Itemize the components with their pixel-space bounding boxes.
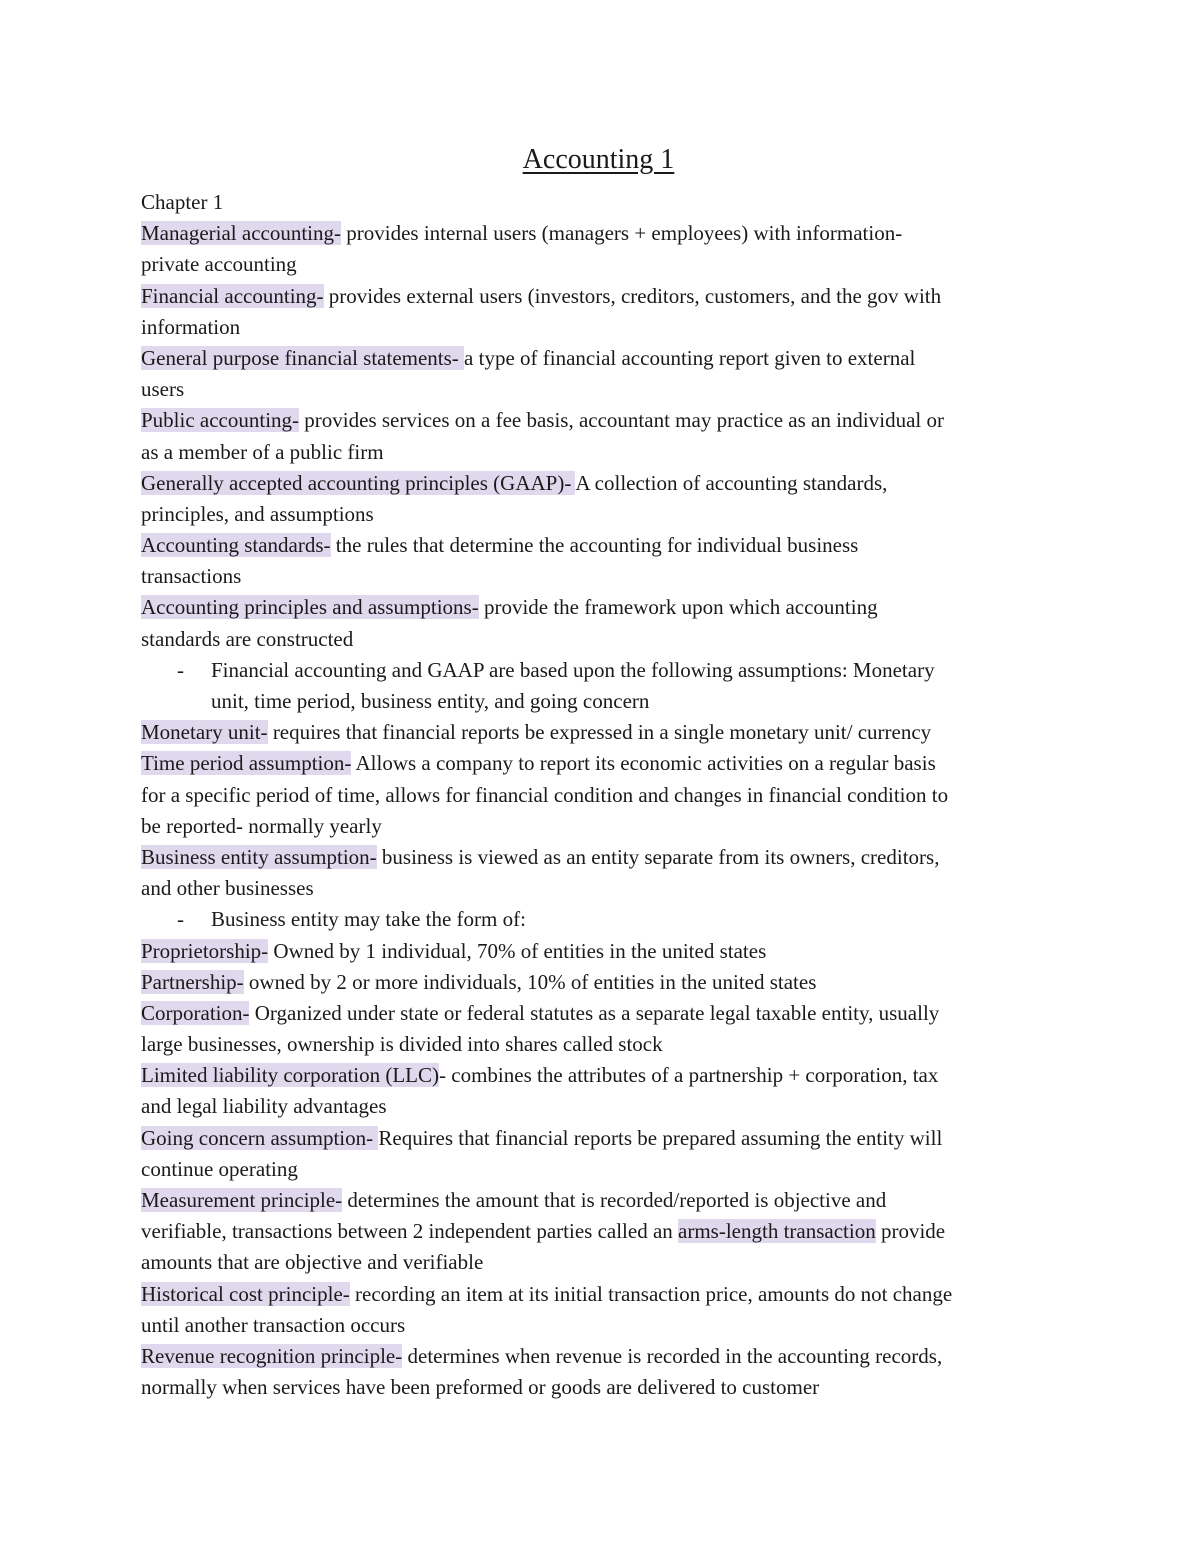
note-line [141,499,1056,530]
note-line [141,561,1056,592]
note-line [141,592,1056,623]
note-line [141,1216,1056,1247]
note-line [141,873,1056,904]
highlighted-term: Going concern assumption- [141,1125,379,1150]
definition-text: provides internal users (managers + employees) with information- [341,221,903,246]
note-line [141,1154,1056,1185]
definition-text: transactions [141,564,242,589]
definition-text: provides external users (investors, creditors, customers, and the gov with [323,283,942,308]
definition-text: amounts that are objective and verifiable [141,1250,484,1275]
definition-text: verifiable, transactions between 2 independent parties called an [141,1219,679,1244]
definition-text: a type of financial accounting report given to external [464,345,916,370]
definition-text: - combines the attributes of a partnership + corporation, tax [439,1063,939,1088]
definition-text: determines when revenue is recorded in the accounting records, [402,1343,943,1368]
document-page [141,140,1056,1403]
highlighted-term: Financial accounting- [141,283,324,308]
note-line [141,530,1056,561]
note-line [141,842,1056,873]
definition-text: Allows a company to report its economic activities on a regular basis [351,751,936,776]
definition-text: provide the framework upon which accounting [478,595,878,620]
note-line [141,249,1056,280]
highlighted-term: Time period assumption- [141,751,352,776]
note-line [141,624,1056,655]
definition-text: and legal liability advantages [141,1094,387,1119]
definition-text: standards are constructed [141,626,354,651]
definition-text: principles, and assumptions [141,501,374,526]
note-line [141,1341,1056,1372]
note-line [141,218,1056,249]
bullet-text: Financial accounting and GAAP are based upon the following assumptions: Monetary [211,657,935,682]
note-line [141,936,1056,967]
note-line [141,967,1056,998]
note-line [141,1029,1056,1060]
definition-text: users [141,377,185,402]
definition-text: and other businesses [141,876,314,901]
definition-text: information [141,314,241,339]
note-line [141,1372,1056,1403]
highlighted-term: Managerial accounting- [141,221,341,246]
definition-text: Organized under state or federal statutes as a separate legal taxable entity, usually [249,1000,940,1025]
note-line [141,281,1056,312]
note-line [141,1310,1056,1341]
note-line [141,998,1056,1029]
definition-text: business is viewed as an entity separate from its owners, creditors, [376,844,940,869]
highlighted-term: Accounting standards- [141,533,331,558]
highlighted-term: Accounting principles and assumptions- [141,595,479,620]
note-line [141,811,1056,842]
definition-text: Requires that financial reports be prepared assuming the entity will [378,1125,943,1150]
definition-text: owned by 2 or more individuals, 10% of entities in the united states [243,969,817,994]
highlighted-term: Historical cost principle- [141,1281,350,1306]
bullet-text: unit, time period, business entity, and going concern [211,689,650,713]
definition-text: A collection of accounting standards, [575,470,888,495]
note-line [141,374,1056,405]
document-title: Accounting 1 [522,144,675,175]
note-line [141,717,1056,748]
definition-text: be reported- normally yearly [141,813,382,838]
definition-text: continue operating [141,1156,298,1181]
note-line [141,1279,1056,1310]
note-line [141,780,1056,811]
note-line [141,312,1056,343]
definition-text: recording an item at its initial transaction price, amounts do not change [349,1281,953,1306]
highlighted-term: Revenue recognition principle- [141,1343,403,1368]
bullet-indent [141,686,211,717]
note-line [141,1123,1056,1154]
definition-text: until another transaction occurs [141,1312,406,1337]
highlighted-term: Proprietorship- [141,938,269,963]
definition-text: large businesses, ownership is divided into shares called stock [141,1032,663,1057]
highlighted-term: Partnership- [141,969,244,994]
definition-text: provide [875,1219,946,1244]
note-line [141,437,1056,468]
highlighted-term: Generally accepted accounting principles (GAAP)- [141,470,576,495]
bullet-text: Business entity may take the form of: [211,907,526,932]
definition-text: the rules that determine the accounting for individual business [330,533,859,558]
highlighted-term: Limited liability corporation (LLC) [141,1063,440,1088]
highlighted-term: arms-length transaction [678,1219,876,1244]
definition-text: requires that financial reports be expressed in a single monetary unit/ currency [267,720,932,745]
highlighted-term: Measurement principle- [141,1188,343,1212]
note-line [141,1060,1056,1091]
note-line [141,468,1056,499]
definition-text: provides services on a fee basis, accountant may practice as an individual or [299,408,944,433]
highlighted-term: General purpose financial statements- [141,345,465,370]
note-line [141,1185,1056,1216]
chapter-heading: Chapter 1 [141,190,224,214]
note-line [141,1247,1056,1278]
definition-text: private accounting [141,252,297,277]
definition-text: determines the amount that is recorded/reported is objective and [342,1188,887,1212]
note-line [141,405,1056,436]
highlighted-term: Corporation- [141,1000,250,1025]
note-line [141,748,1056,779]
definition-text: as a member of a public firm [141,439,384,464]
note-line [141,904,1056,935]
bullet-dash: - [177,907,184,932]
definition-text: normally when services have been preformed or goods are delivered to customer [141,1375,820,1400]
note-line [141,1091,1056,1122]
definition-text: Owned by 1 individual, 70% of entities in the united states [268,938,767,963]
definition-text: for a specific period of time, allows for financial condition and changes in financial condition to [141,782,949,807]
highlighted-term: Public accounting- [141,408,300,433]
note-line [141,655,1056,686]
note-line [141,686,1056,717]
document-body [141,187,1056,1403]
bullet-dash: - [177,657,184,682]
note-line [141,343,1056,374]
highlighted-term: Monetary unit- [141,720,268,745]
highlighted-term: Business entity assumption- [141,844,377,869]
